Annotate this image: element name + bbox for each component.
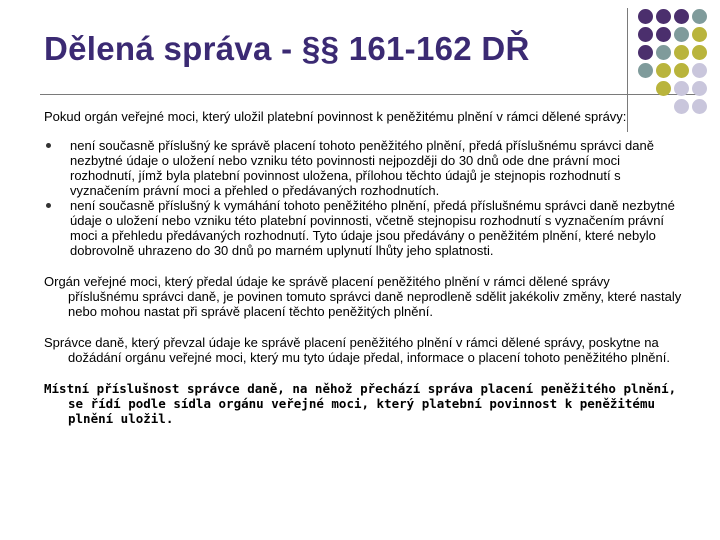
bullet-text: není současně příslušný ke správě placení tohoto peněžitého plnění, předá příslušnému správci daně nezbytné údaje o uložení nebo vzniku této povinnosti nejpozději do 30 dnů ode dne právní moci rozhodnutí, jímž byla platební povinnost uložena, přílohou těchto údajů je stejnopis rozhodnutí s vyznačením právní moci a přehled o předávaných rozhodnutích. (70, 138, 654, 198)
decorative-dot (692, 27, 707, 42)
decorative-dot (674, 81, 689, 96)
decorative-dot (674, 63, 689, 78)
bullet-list (44, 138, 684, 258)
intro-paragraph: Pokud orgán veřejné moci, který uložil platební povinnost k peněžitému plnění v rámci dělené správy: (44, 109, 627, 124)
paragraph-jurisdiction: Místní příslušnost správce daně, na něhož přechází správa placení peněžitého plnění, se řídí podle sídla orgánu veřejné moci, který platební povinnost k peněžitému plnění uložil. (44, 381, 677, 426)
decorative-dot (692, 63, 707, 78)
paragraph-information: Správce daně, který převzal údaje ke správě placení peněžitého plnění v rámci dělené správy, poskytne na dožádání orgánu veřejné moci, který mu tyto údaje předal, informace o placení tohoto peněžitého plnění. (44, 335, 670, 365)
bullet-text: není současně příslušný k vymáhání tohoto peněžitého plnění, předá příslušnému správci daně nezbytné údaje o uložení nebo vzniku této platební povinnosti, včetně stejnopisu rozhodnutí s vyznačením právní moci a přehledu předávaných rozhodnutí. Tyto údaje jsou předávány o peněžitém plnění, které nebylo dobrovolně uhrazeno do 30 dnů po marném uplynutí lhůty jeho splatnosti. (70, 198, 675, 258)
decorative-dot (638, 9, 653, 24)
decorative-dot (656, 63, 671, 78)
title-underline (40, 94, 700, 95)
decorative-dot (692, 81, 707, 96)
bullet-dot-icon (46, 203, 51, 208)
decorative-dot (656, 27, 671, 42)
decorative-dot (656, 9, 671, 24)
slide-title: Dělená správa - §§ 161-162 DŘ (44, 30, 530, 67)
bullet-item (44, 198, 684, 258)
decorative-dot (674, 27, 689, 42)
decorative-dot (692, 9, 707, 24)
decorative-dot (638, 27, 653, 42)
decorative-dot-grid (638, 9, 707, 114)
decorative-dot (674, 9, 689, 24)
decorative-dot (656, 45, 671, 60)
decorative-dot (638, 63, 653, 78)
decorative-dot (692, 45, 707, 60)
decorative-dot (692, 99, 707, 114)
slide-body (44, 109, 684, 426)
bullet-dot-icon (46, 143, 51, 148)
decorative-dot (656, 81, 671, 96)
paragraph-changes: Orgán veřejné moci, který předal údaje ke správě placení peněžitého plnění v rámci dělené správy příslušnému správci daně, je povinen tomuto správci daně neprodleně sdělit jakékoliv změny, které nastaly nebo mohou nastat při správě placení těchto peněžitých plnění. (44, 274, 682, 319)
bullet-item (44, 138, 684, 198)
decorative-dot (638, 45, 653, 60)
decorative-dot (674, 45, 689, 60)
